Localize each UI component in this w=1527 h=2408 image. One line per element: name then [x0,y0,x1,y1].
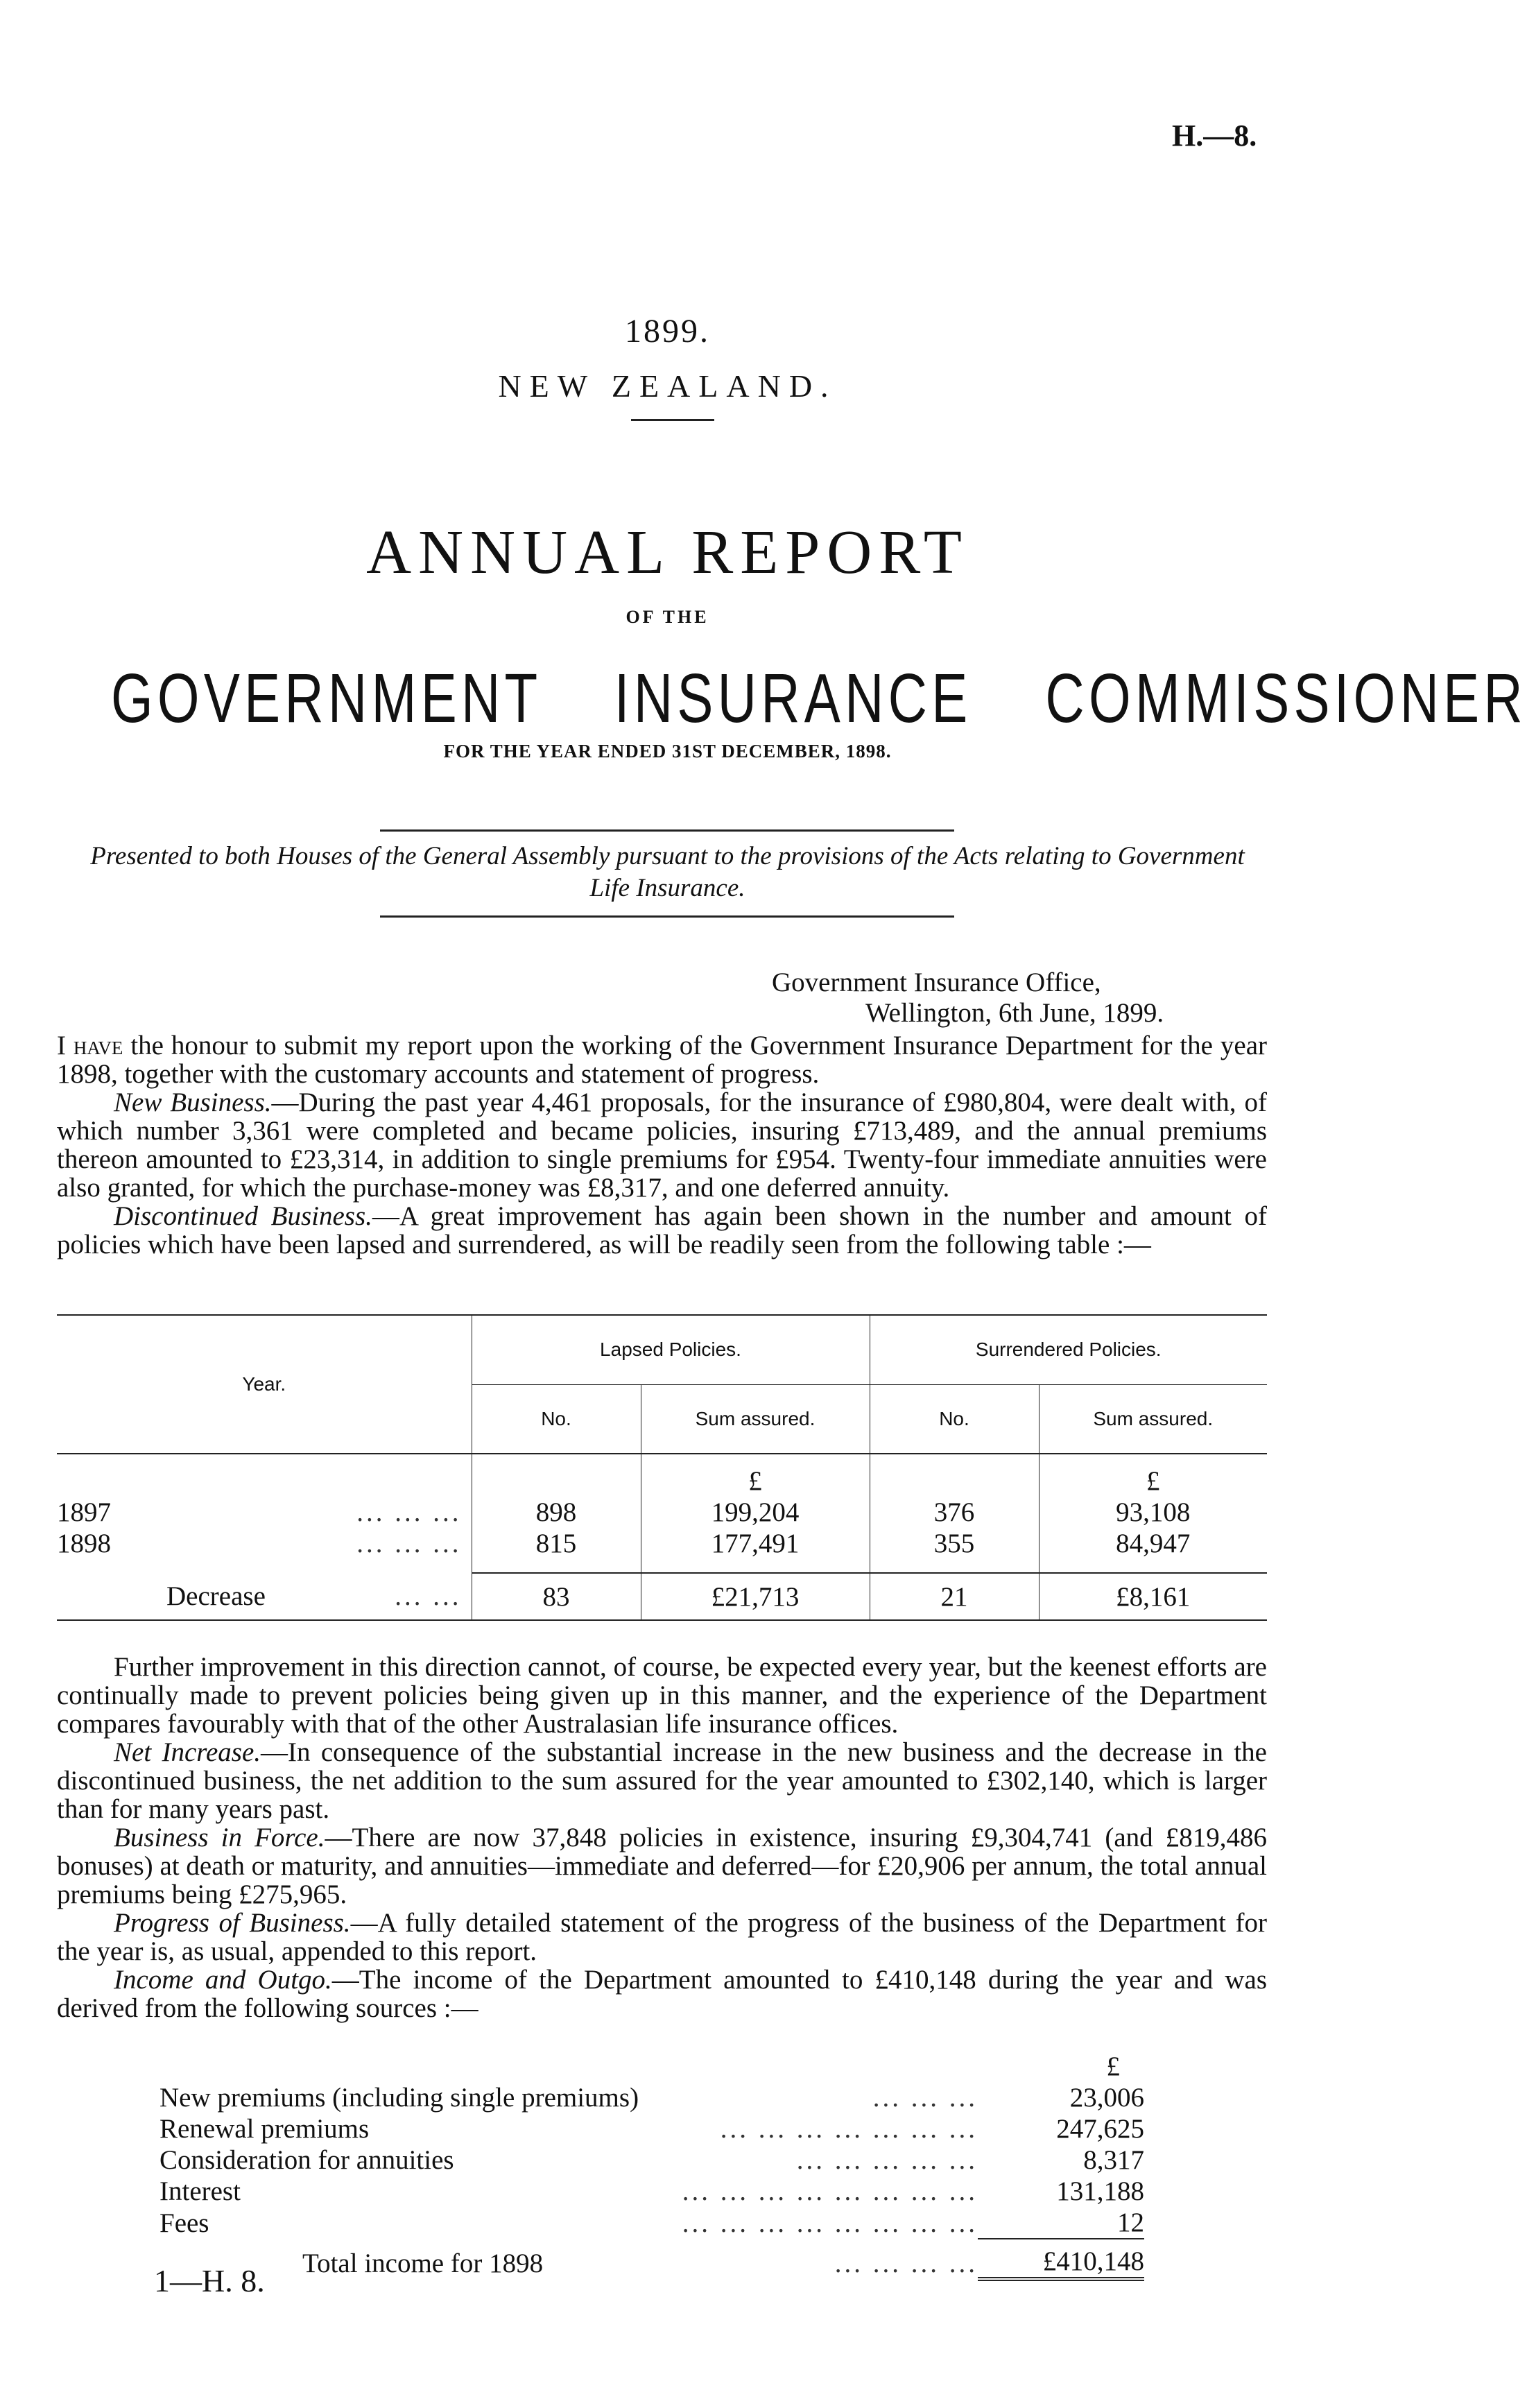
col-header-year: Year. [57,1315,472,1454]
income-value: 131,188 [1056,2176,1144,2206]
leader-dots: ... ... ... ... ... [796,2145,978,2175]
row-year: 1898 [57,1529,111,1558]
new-business-text: —During the past year 4,461 proposals, for the insurance of £980,804, were dealt with, of which number 3,361 were completed and became policies, insuring £713,489, and the annual premiums thereon amounted to £23,314, in addition to single premiums for £954. Twenty-four immediate annuities were also granted, for which the purchase-money was £8,317, and one deferred annuity. [57,1087,1267,1203]
page-footer: 1—H. 8. [154,2263,265,2298]
lapsed-no: 898 [472,1497,641,1528]
intro-text: the honour to submit my report upon the working of the Government Insurance Department for the year 1898, together with the customary accounts and statement of progress. [57,1031,1267,1089]
col-header-lapsed: Lapsed Policies. [472,1315,870,1384]
lapsed-no-decrease: 83 [472,1573,641,1620]
intro-paragraph [57,1031,1267,1088]
intro-section [57,1031,1267,1259]
income-value: 23,006 [1069,2083,1144,2113]
net-increase-text: —In consequence of the substantial increase in the new business and the decrease in the discontinued business, the net addition to the sum assured for the year amounted to £302,140, which is larger than for many years past. [57,1737,1267,1824]
progress-text: —A fully detailed statement of the progress of the business of the Department for the year is, as usual, appended to this report. [57,1908,1267,1966]
office-address [772,968,1164,1029]
lapsed-sum: 199,204 [641,1497,870,1528]
office-date: Wellington, 6th June, 1899. [865,998,1164,1028]
progress-paragraph [57,1909,1267,1966]
leader-dots: ... ... ... [356,1497,462,1527]
business-in-force-heading: Business in Force. [114,1823,325,1852]
business-in-force-paragraph [57,1823,1267,1909]
page-identifier: H.—8. [1172,119,1257,153]
income-heading: Income and Outgo. [114,1965,332,1995]
discontinued-heading: Discontinued Business. [114,1201,372,1231]
of-the-label: OF THE [626,607,709,627]
income-row [159,2082,1144,2113]
total-label: Total income for 1898 [302,2248,544,2278]
report-title: ANNUAL REPORT [366,518,969,587]
decrease-label: Decrease [166,1581,266,1611]
surrendered-sum-decrease: £8,161 [1039,1573,1267,1620]
income-value: 247,625 [1056,2114,1144,2144]
currency-symbol: £ [641,1454,870,1497]
report-period: FOR THE YEAR ENDED 31ST DECEMBER, 1898. [443,741,892,762]
further-paragraph: Further improvement in this direction cannot, of course, be expected every year, but the keenest efforts are continually made to prevent policies being given up in this manner, and the experience of the Department compares favourably with that of the other Australasian life insurance offices. [57,1652,1267,1739]
divider [631,419,714,421]
leader-dots: ... ... ... ... [834,2248,978,2278]
col-header-lapsed-no: No. [472,1384,641,1454]
discontinued-paragraph [57,1202,1267,1259]
report-year: 1899. [625,313,710,350]
new-business-paragraph [57,1088,1267,1202]
leader-dots: ... ... ... ... ... ... ... [720,2114,978,2144]
new-business-heading: New Business. [114,1087,272,1117]
income-row [159,2176,1144,2207]
leader-dots: ... ... ... ... ... ... ... ... [682,2176,978,2206]
surrendered-sum: 93,108 [1116,1497,1191,1527]
income-label: Fees [159,2208,209,2238]
income-label: Renewal premiums [159,2114,370,2144]
income-label: Consideration for annuities [159,2145,454,2175]
surrendered-sum: 84,947 [1116,1529,1191,1558]
discontinued-table [57,1314,1267,1621]
income-row [159,2144,1144,2176]
income-label: New premiums (including single premiums) [159,2083,639,2113]
income-total-row [159,2239,1144,2279]
body-section [57,1653,1267,2022]
intro-lead: I have [57,1031,123,1060]
income-paragraph [57,1966,1267,2022]
report-subject: GOVERNMENT INSURANCE COMMISSIONER [111,660,1527,737]
row-year: 1897 [57,1497,111,1527]
total-value: £410,148 [978,2239,1144,2279]
surrendered-no: 355 [870,1528,1039,1559]
presented-note: Presented to both Houses of the General Assembly pursuant to the provisions of the Acts relating to Government Life Insurance. [90,842,1245,902]
leader-dots: ... ... ... [872,2083,978,2113]
col-header-lapsed-sum: Sum assured. [641,1384,870,1454]
income-row [159,2113,1144,2144]
net-increase-paragraph [57,1738,1267,1823]
col-header-surrendered: Surrendered Policies. [870,1315,1267,1384]
net-increase-heading: Net Increase. [114,1737,261,1767]
divider [380,829,954,832]
currency-symbol: £ [1106,2052,1120,2081]
divider [380,915,954,918]
surrendered-no: 376 [870,1497,1039,1528]
lapsed-no: 815 [472,1528,641,1559]
col-header-surr-sum: Sum assured. [1093,1407,1214,1429]
discontinued-text: —A great improvement has again been shown in the number and amount of policies which have been lapsed and surrendered, as will be readily seen from the following table :— [57,1201,1268,1259]
lapsed-sum: 177,491 [641,1528,870,1559]
leader-dots: ... ... [395,1581,462,1611]
income-table [159,2051,1144,2281]
leader-dots: ... ... ... [356,1529,462,1558]
progress-heading: Progress of Business. [114,1908,351,1938]
business-in-force-text: —There are now 37,848 policies in existence, insuring £9,304,741 (and £819,486 bonuses) at death or maturity, and annuities—immediate and deferred—for £20,906 per annum, the total annual premiums being £275,965. [57,1823,1267,1909]
decrease-row [57,1573,1267,1620]
income-value: 8,317 [1083,2145,1144,2175]
col-header-surr-no: No. [870,1384,1039,1454]
income-row [159,2207,1144,2239]
lapsed-sum-decrease: £21,713 [641,1573,870,1620]
currency-symbol: £ [1146,1466,1160,1496]
office-line: Government Insurance Office, [772,968,1101,997]
table-row [57,1497,1267,1528]
income-label: Interest [159,2176,241,2206]
income-text: —The income of the Department amounted to £410,148 during the year and was derived from the following sources :— [57,1965,1267,2023]
income-value: 12 [978,2207,1144,2239]
table-row [57,1528,1267,1559]
country-heading: NEW ZEALAND. [498,368,837,404]
surrendered-no-decrease: 21 [870,1573,1039,1620]
leader-dots: ... ... ... ... ... ... ... ... [682,2208,978,2238]
